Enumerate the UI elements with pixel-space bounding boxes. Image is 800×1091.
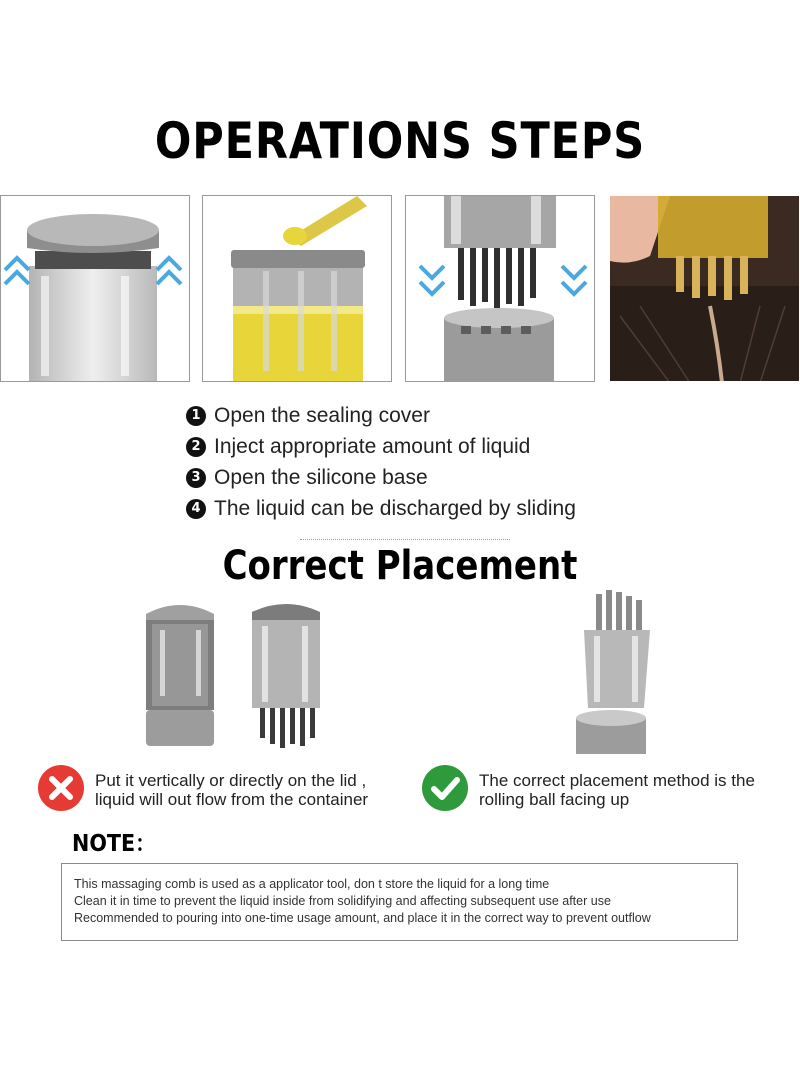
wrong-placement-text: liquid will out flow from the container [95, 790, 369, 809]
steps-list [186, 400, 576, 524]
x-circle-icon [37, 764, 85, 812]
correct-placement-row [421, 764, 755, 812]
correct-placement-image [570, 590, 660, 755]
step-item [186, 462, 576, 493]
step-item [186, 493, 576, 524]
step-text: Inject appropriate amount of liquid [214, 434, 531, 458]
placement-title: Correct Placement [222, 543, 578, 589]
step-text: Open the sealing cover [214, 403, 430, 427]
step-number-badge: 3 [186, 468, 206, 488]
section-divider [300, 539, 510, 540]
note-line: This massaging comb is used as a applicator tool, don t store the liquid for a long time [74, 877, 550, 891]
step-number-badge: 2 [186, 437, 206, 457]
page-title: OPERATIONS STEPS [154, 112, 646, 170]
step-text: The liquid can be discharged by sliding [214, 496, 576, 520]
step-number-badge: 4 [186, 499, 206, 519]
wrong-placement-image [138, 600, 328, 750]
note-heading: NOTE： [72, 831, 156, 857]
correct-placement-text: The correct placement method is the [479, 771, 755, 790]
inject-liquid-image [202, 195, 392, 382]
step-item [186, 400, 576, 431]
note-line: Recommended to pouring into one-time usage amount, and place it in the correct way to prevent outflow [74, 911, 651, 925]
step-number-badge: 1 [186, 406, 206, 426]
correct-placement-text: rolling ball facing up [479, 790, 630, 809]
open-sealing-cover-image [0, 195, 190, 382]
wrong-placement-row [37, 764, 368, 812]
open-silicone-base-image [405, 195, 595, 382]
discharge-by-sliding-image [609, 195, 800, 382]
step-text: Open the silicone base [214, 465, 428, 489]
note-line: Clean it in time to prevent the liquid inside from solidifying and affecting subsequent use after use [74, 894, 611, 908]
note-box [61, 863, 738, 941]
wrong-placement-text: Put it vertically or directly on the lid , [95, 771, 367, 790]
step-item [186, 431, 576, 462]
check-circle-icon [421, 764, 469, 812]
